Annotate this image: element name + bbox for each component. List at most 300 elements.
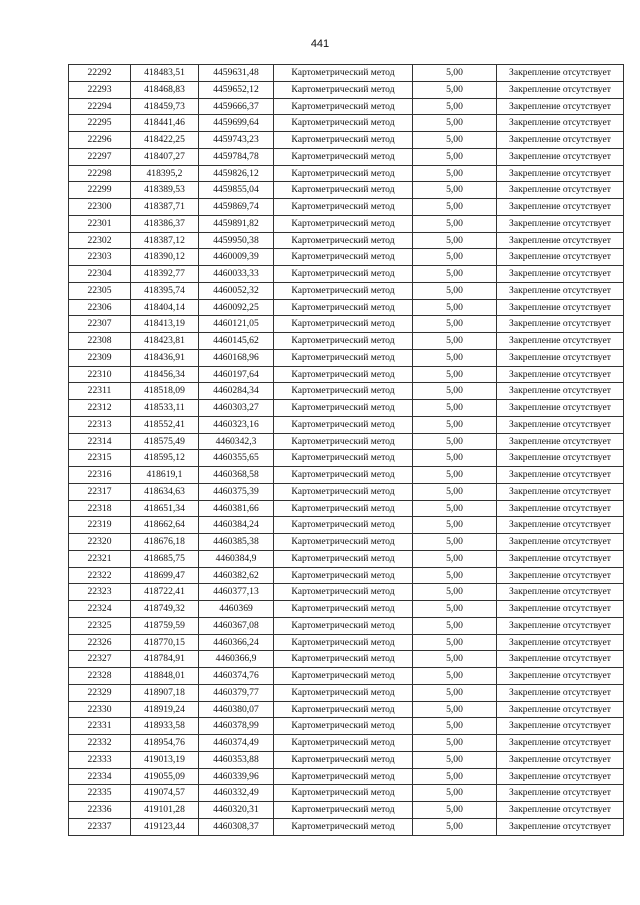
fixing-description-cell: Закрепление отсутствует (497, 65, 624, 82)
accuracy-cell: 5,00 (413, 416, 497, 433)
accuracy-cell: 5,00 (413, 450, 497, 467)
x-coordinate-cell: 418459,73 (131, 98, 199, 115)
table-row (69, 467, 624, 484)
y-coordinate-cell: 4460308,37 (199, 818, 274, 835)
table-row (69, 668, 624, 685)
y-coordinate-cell: 4460375,39 (199, 483, 274, 500)
x-coordinate-cell: 418784,91 (131, 651, 199, 668)
table-row (69, 98, 624, 115)
x-coordinate-cell: 418954,76 (131, 735, 199, 752)
point-number-cell: 22308 (69, 333, 131, 350)
point-number-cell: 22323 (69, 584, 131, 601)
method-cell: Картометрический метод (274, 98, 413, 115)
method-cell: Картометрический метод (274, 467, 413, 484)
x-coordinate-cell: 418441,46 (131, 115, 199, 132)
accuracy-cell: 5,00 (413, 148, 497, 165)
accuracy-cell: 5,00 (413, 634, 497, 651)
table-row (69, 383, 624, 400)
method-cell: Картометрический метод (274, 634, 413, 651)
accuracy-cell: 5,00 (413, 534, 497, 551)
y-coordinate-cell: 4459699,64 (199, 115, 274, 132)
table-row (69, 500, 624, 517)
accuracy-cell: 5,00 (413, 349, 497, 366)
accuracy-cell: 5,00 (413, 165, 497, 182)
fixing-description-cell: Закрепление отсутствует (497, 433, 624, 450)
method-cell: Картометрический метод (274, 266, 413, 283)
accuracy-cell: 5,00 (413, 266, 497, 283)
method-cell: Картометрический метод (274, 316, 413, 333)
method-cell: Картометрический метод (274, 534, 413, 551)
fixing-description-cell: Закрепление отсутствует (497, 751, 624, 768)
accuracy-cell: 5,00 (413, 316, 497, 333)
method-cell: Картометрический метод (274, 500, 413, 517)
table-row (69, 718, 624, 735)
x-coordinate-cell: 419123,44 (131, 818, 199, 835)
fixing-description-cell: Закрепление отсутствует (497, 785, 624, 802)
fixing-description-cell: Закрепление отсутствует (497, 366, 624, 383)
accuracy-cell: 5,00 (413, 299, 497, 316)
method-cell: Картометрический метод (274, 199, 413, 216)
point-number-cell: 22326 (69, 634, 131, 651)
accuracy-cell: 5,00 (413, 768, 497, 785)
y-coordinate-cell: 4460367,08 (199, 617, 274, 634)
method-cell: Картометрический метод (274, 818, 413, 835)
point-number-cell: 22296 (69, 132, 131, 149)
accuracy-cell: 5,00 (413, 802, 497, 819)
accuracy-cell: 5,00 (413, 282, 497, 299)
accuracy-cell: 5,00 (413, 668, 497, 685)
point-number-cell: 22292 (69, 65, 131, 82)
x-coordinate-cell: 418436,91 (131, 349, 199, 366)
fixing-description-cell: Закрепление отсутствует (497, 232, 624, 249)
point-number-cell: 22297 (69, 148, 131, 165)
fixing-description-cell: Закрепление отсутствует (497, 617, 624, 634)
fixing-description-cell: Закрепление отсутствует (497, 634, 624, 651)
table-row (69, 818, 624, 835)
point-number-cell: 22298 (69, 165, 131, 182)
accuracy-cell: 5,00 (413, 333, 497, 350)
x-coordinate-cell: 418722,41 (131, 584, 199, 601)
x-coordinate-cell: 418634,63 (131, 483, 199, 500)
x-coordinate-cell: 418392,77 (131, 266, 199, 283)
point-number-cell: 22317 (69, 483, 131, 500)
fixing-description-cell: Закрепление отсутствует (497, 400, 624, 417)
fixing-description-cell: Закрепление отсутствует (497, 735, 624, 752)
table-row (69, 735, 624, 752)
point-number-cell: 22330 (69, 701, 131, 718)
y-coordinate-cell: 4460378,99 (199, 718, 274, 735)
method-cell: Картометрический метод (274, 232, 413, 249)
accuracy-cell: 5,00 (413, 718, 497, 735)
table-row (69, 65, 624, 82)
point-number-cell: 22299 (69, 182, 131, 199)
fixing-description-cell: Закрепление отсутствует (497, 199, 624, 216)
table-row (69, 550, 624, 567)
fixing-description-cell: Закрепление отсутствует (497, 567, 624, 584)
table-row (69, 751, 624, 768)
fixing-description-cell: Закрепление отсутствует (497, 383, 624, 400)
point-number-cell: 22315 (69, 450, 131, 467)
point-number-cell: 22335 (69, 785, 131, 802)
point-number-cell: 22332 (69, 735, 131, 752)
accuracy-cell: 5,00 (413, 601, 497, 618)
y-coordinate-cell: 4460384,24 (199, 517, 274, 534)
fixing-description-cell: Закрепление отсутствует (497, 584, 624, 601)
y-coordinate-cell: 4460009,39 (199, 249, 274, 266)
fixing-description-cell: Закрепление отсутствует (497, 249, 624, 266)
fixing-description-cell: Закрепление отсутствует (497, 416, 624, 433)
accuracy-cell: 5,00 (413, 617, 497, 634)
y-coordinate-cell: 4460339,96 (199, 768, 274, 785)
point-number-cell: 22327 (69, 651, 131, 668)
fixing-description-cell: Закрепление отсутствует (497, 651, 624, 668)
x-coordinate-cell: 418483,51 (131, 65, 199, 82)
y-coordinate-cell: 4460121,05 (199, 316, 274, 333)
page-number: 441 (310, 38, 330, 50)
table-row (69, 785, 624, 802)
y-coordinate-cell: 4459666,37 (199, 98, 274, 115)
y-coordinate-cell: 4460145,62 (199, 333, 274, 350)
fixing-description-cell: Закрепление отсутствует (497, 701, 624, 718)
table-row (69, 634, 624, 651)
point-number-cell: 22295 (69, 115, 131, 132)
point-number-cell: 22312 (69, 400, 131, 417)
accuracy-cell: 5,00 (413, 249, 497, 266)
x-coordinate-cell: 418907,18 (131, 684, 199, 701)
method-cell: Картометрический метод (274, 601, 413, 618)
y-coordinate-cell: 4459855,04 (199, 182, 274, 199)
y-coordinate-cell: 4460368,58 (199, 467, 274, 484)
accuracy-cell: 5,00 (413, 735, 497, 752)
table-row (69, 366, 624, 383)
x-coordinate-cell: 418749,32 (131, 601, 199, 618)
point-number-cell: 22334 (69, 768, 131, 785)
accuracy-cell: 5,00 (413, 701, 497, 718)
table-row (69, 249, 624, 266)
fixing-description-cell: Закрепление отсутствует (497, 81, 624, 98)
table-row (69, 400, 624, 417)
point-number-cell: 22328 (69, 668, 131, 685)
table-row (69, 802, 624, 819)
y-coordinate-cell: 4460303,27 (199, 400, 274, 417)
fixing-description-cell: Закрепление отсутствует (497, 802, 624, 819)
point-number-cell: 22316 (69, 467, 131, 484)
point-number-cell: 22314 (69, 433, 131, 450)
accuracy-cell: 5,00 (413, 65, 497, 82)
method-cell: Картометрический метод (274, 148, 413, 165)
y-coordinate-cell: 4460374,49 (199, 735, 274, 752)
point-number-cell: 22302 (69, 232, 131, 249)
accuracy-cell: 5,00 (413, 132, 497, 149)
method-cell: Картометрический метод (274, 684, 413, 701)
point-number-cell: 22322 (69, 567, 131, 584)
table-row (69, 266, 624, 283)
point-number-cell: 22331 (69, 718, 131, 735)
y-coordinate-cell: 4460381,66 (199, 500, 274, 517)
point-number-cell: 22329 (69, 684, 131, 701)
fixing-description-cell: Закрепление отсутствует (497, 132, 624, 149)
table-row (69, 534, 624, 551)
accuracy-cell: 5,00 (413, 81, 497, 98)
point-number-cell: 22324 (69, 601, 131, 618)
table-row (69, 684, 624, 701)
point-number-cell: 22303 (69, 249, 131, 266)
fixing-description-cell: Закрепление отсутствует (497, 517, 624, 534)
coordinates-table (68, 64, 624, 836)
table-row (69, 115, 624, 132)
x-coordinate-cell: 418407,27 (131, 148, 199, 165)
y-coordinate-cell: 4460168,96 (199, 349, 274, 366)
y-coordinate-cell: 4459743,23 (199, 132, 274, 149)
method-cell: Картометрический метод (274, 701, 413, 718)
method-cell: Картометрический метод (274, 735, 413, 752)
x-coordinate-cell: 419055,09 (131, 768, 199, 785)
accuracy-cell: 5,00 (413, 400, 497, 417)
method-cell: Картометрический метод (274, 668, 413, 685)
method-cell: Картометрический метод (274, 617, 413, 634)
table-row (69, 132, 624, 149)
table-row (69, 282, 624, 299)
method-cell: Картометрический метод (274, 165, 413, 182)
table-row (69, 433, 624, 450)
method-cell: Картометрический метод (274, 81, 413, 98)
method-cell: Картометрический метод (274, 433, 413, 450)
point-number-cell: 22321 (69, 550, 131, 567)
y-coordinate-cell: 4460380,07 (199, 701, 274, 718)
table-row (69, 651, 624, 668)
method-cell: Картометрический метод (274, 215, 413, 232)
method-cell: Картометрический метод (274, 282, 413, 299)
point-number-cell: 22305 (69, 282, 131, 299)
y-coordinate-cell: 4459652,12 (199, 81, 274, 98)
y-coordinate-cell: 4460382,62 (199, 567, 274, 584)
method-cell: Картометрический метод (274, 450, 413, 467)
table-row (69, 333, 624, 350)
x-coordinate-cell: 419101,28 (131, 802, 199, 819)
fixing-description-cell: Закрепление отсутствует (497, 165, 624, 182)
y-coordinate-cell: 4460374,76 (199, 668, 274, 685)
table-row (69, 567, 624, 584)
method-cell: Картометрический метод (274, 333, 413, 350)
accuracy-cell: 5,00 (413, 818, 497, 835)
y-coordinate-cell: 4459891,82 (199, 215, 274, 232)
x-coordinate-cell: 418422,25 (131, 132, 199, 149)
fixing-description-cell: Закрепление отсутствует (497, 450, 624, 467)
method-cell: Картометрический метод (274, 584, 413, 601)
point-number-cell: 22313 (69, 416, 131, 433)
y-coordinate-cell: 4460377,13 (199, 584, 274, 601)
fixing-description-cell: Закрепление отсутствует (497, 316, 624, 333)
point-number-cell: 22311 (69, 383, 131, 400)
y-coordinate-cell: 4460284,34 (199, 383, 274, 400)
accuracy-cell: 5,00 (413, 500, 497, 517)
fixing-description-cell: Закрепление отсутствует (497, 534, 624, 551)
table-row (69, 81, 624, 98)
method-cell: Картометрический метод (274, 299, 413, 316)
method-cell: Картометрический метод (274, 366, 413, 383)
fixing-description-cell: Закрепление отсутствует (497, 668, 624, 685)
x-coordinate-cell: 418770,15 (131, 634, 199, 651)
fixing-description-cell: Закрепление отсутствует (497, 349, 624, 366)
fixing-description-cell: Закрепление отсутствует (497, 282, 624, 299)
point-number-cell: 22309 (69, 349, 131, 366)
accuracy-cell: 5,00 (413, 785, 497, 802)
accuracy-cell: 5,00 (413, 199, 497, 216)
fixing-description-cell: Закрепление отсутствует (497, 148, 624, 165)
y-coordinate-cell: 4460332,49 (199, 785, 274, 802)
x-coordinate-cell: 418395,2 (131, 165, 199, 182)
y-coordinate-cell: 4460379,77 (199, 684, 274, 701)
method-cell: Картометрический метод (274, 567, 413, 584)
y-coordinate-cell: 4459784,78 (199, 148, 274, 165)
point-number-cell: 22304 (69, 266, 131, 283)
method-cell: Картометрический метод (274, 651, 413, 668)
method-cell: Картометрический метод (274, 751, 413, 768)
y-coordinate-cell: 4460320,31 (199, 802, 274, 819)
accuracy-cell: 5,00 (413, 232, 497, 249)
table-row (69, 450, 624, 467)
point-number-cell: 22300 (69, 199, 131, 216)
fixing-description-cell: Закрепление отсутствует (497, 467, 624, 484)
x-coordinate-cell: 419074,57 (131, 785, 199, 802)
y-coordinate-cell: 4460033,33 (199, 266, 274, 283)
fixing-description-cell: Закрепление отсутствует (497, 768, 624, 785)
fixing-description-cell: Закрепление отсутствует (497, 550, 624, 567)
x-coordinate-cell: 418413,19 (131, 316, 199, 333)
table-row (69, 617, 624, 634)
point-number-cell: 22333 (69, 751, 131, 768)
fixing-description-cell: Закрепление отсутствует (497, 718, 624, 735)
table-row (69, 517, 624, 534)
y-coordinate-cell: 4460385,38 (199, 534, 274, 551)
x-coordinate-cell: 418533,11 (131, 400, 199, 417)
table-row (69, 701, 624, 718)
table-row (69, 148, 624, 165)
x-coordinate-cell: 418662,64 (131, 517, 199, 534)
x-coordinate-cell: 418848,01 (131, 668, 199, 685)
method-cell: Картометрический метод (274, 768, 413, 785)
accuracy-cell: 5,00 (413, 433, 497, 450)
x-coordinate-cell: 418552,41 (131, 416, 199, 433)
point-number-cell: 22307 (69, 316, 131, 333)
x-coordinate-cell: 418468,83 (131, 81, 199, 98)
point-number-cell: 22301 (69, 215, 131, 232)
method-cell: Картометрический метод (274, 718, 413, 735)
y-coordinate-cell: 4460369 (199, 601, 274, 618)
y-coordinate-cell: 4460353,88 (199, 751, 274, 768)
point-number-cell: 22306 (69, 299, 131, 316)
table-row (69, 316, 624, 333)
x-coordinate-cell: 418386,37 (131, 215, 199, 232)
point-number-cell: 22336 (69, 802, 131, 819)
x-coordinate-cell: 418423,81 (131, 333, 199, 350)
x-coordinate-cell: 418404,14 (131, 299, 199, 316)
x-coordinate-cell: 418518,09 (131, 383, 199, 400)
point-number-cell: 22319 (69, 517, 131, 534)
x-coordinate-cell: 418595,12 (131, 450, 199, 467)
y-coordinate-cell: 4459631,48 (199, 65, 274, 82)
accuracy-cell: 5,00 (413, 550, 497, 567)
fixing-description-cell: Закрепление отсутствует (497, 215, 624, 232)
table-row (69, 483, 624, 500)
table-row (69, 199, 624, 216)
fixing-description-cell: Закрепление отсутствует (497, 483, 624, 500)
method-cell: Картометрический метод (274, 115, 413, 132)
fixing-description-cell: Закрепление отсутствует (497, 500, 624, 517)
y-coordinate-cell: 4460384,9 (199, 550, 274, 567)
table-row (69, 182, 624, 199)
y-coordinate-cell: 4459950,38 (199, 232, 274, 249)
accuracy-cell: 5,00 (413, 483, 497, 500)
accuracy-cell: 5,00 (413, 467, 497, 484)
x-coordinate-cell: 418676,18 (131, 534, 199, 551)
x-coordinate-cell: 418575,49 (131, 433, 199, 450)
x-coordinate-cell: 418456,34 (131, 366, 199, 383)
fixing-description-cell: Закрепление отсутствует (497, 601, 624, 618)
method-cell: Картометрический метод (274, 65, 413, 82)
x-coordinate-cell: 418390,12 (131, 249, 199, 266)
x-coordinate-cell: 418389,53 (131, 182, 199, 199)
method-cell: Картометрический метод (274, 416, 413, 433)
fixing-description-cell: Закрепление отсутствует (497, 299, 624, 316)
accuracy-cell: 5,00 (413, 567, 497, 584)
point-number-cell: 22294 (69, 98, 131, 115)
x-coordinate-cell: 418387,12 (131, 232, 199, 249)
method-cell: Картометрический метод (274, 517, 413, 534)
table-row (69, 416, 624, 433)
point-number-cell: 22318 (69, 500, 131, 517)
y-coordinate-cell: 4459869,74 (199, 199, 274, 216)
y-coordinate-cell: 4460366,24 (199, 634, 274, 651)
table-row (69, 165, 624, 182)
method-cell: Картометрический метод (274, 182, 413, 199)
method-cell: Картометрический метод (274, 249, 413, 266)
method-cell: Картометрический метод (274, 383, 413, 400)
method-cell: Картометрический метод (274, 785, 413, 802)
y-coordinate-cell: 4460355,65 (199, 450, 274, 467)
table-row (69, 349, 624, 366)
y-coordinate-cell: 4459826,12 (199, 165, 274, 182)
x-coordinate-cell: 418395,74 (131, 282, 199, 299)
point-number-cell: 22320 (69, 534, 131, 551)
accuracy-cell: 5,00 (413, 182, 497, 199)
method-cell: Картометрический метод (274, 802, 413, 819)
method-cell: Картометрический метод (274, 550, 413, 567)
y-coordinate-cell: 4460052,32 (199, 282, 274, 299)
coordinates-table-body (69, 65, 624, 836)
accuracy-cell: 5,00 (413, 651, 497, 668)
fixing-description-cell: Закрепление отсутствует (497, 182, 624, 199)
point-number-cell: 22293 (69, 81, 131, 98)
x-coordinate-cell: 419013,19 (131, 751, 199, 768)
accuracy-cell: 5,00 (413, 584, 497, 601)
accuracy-cell: 5,00 (413, 215, 497, 232)
y-coordinate-cell: 4460342,3 (199, 433, 274, 450)
table-row (69, 215, 624, 232)
fixing-description-cell: Закрепление отсутствует (497, 98, 624, 115)
method-cell: Картометрический метод (274, 400, 413, 417)
x-coordinate-cell: 418387,71 (131, 199, 199, 216)
method-cell: Картометрический метод (274, 349, 413, 366)
table-row (69, 299, 624, 316)
fixing-description-cell: Закрепление отсутствует (497, 115, 624, 132)
x-coordinate-cell: 418699,47 (131, 567, 199, 584)
table-row (69, 232, 624, 249)
accuracy-cell: 5,00 (413, 383, 497, 400)
point-number-cell: 22337 (69, 818, 131, 835)
fixing-description-cell: Закрепление отсутствует (497, 818, 624, 835)
method-cell: Картометрический метод (274, 483, 413, 500)
